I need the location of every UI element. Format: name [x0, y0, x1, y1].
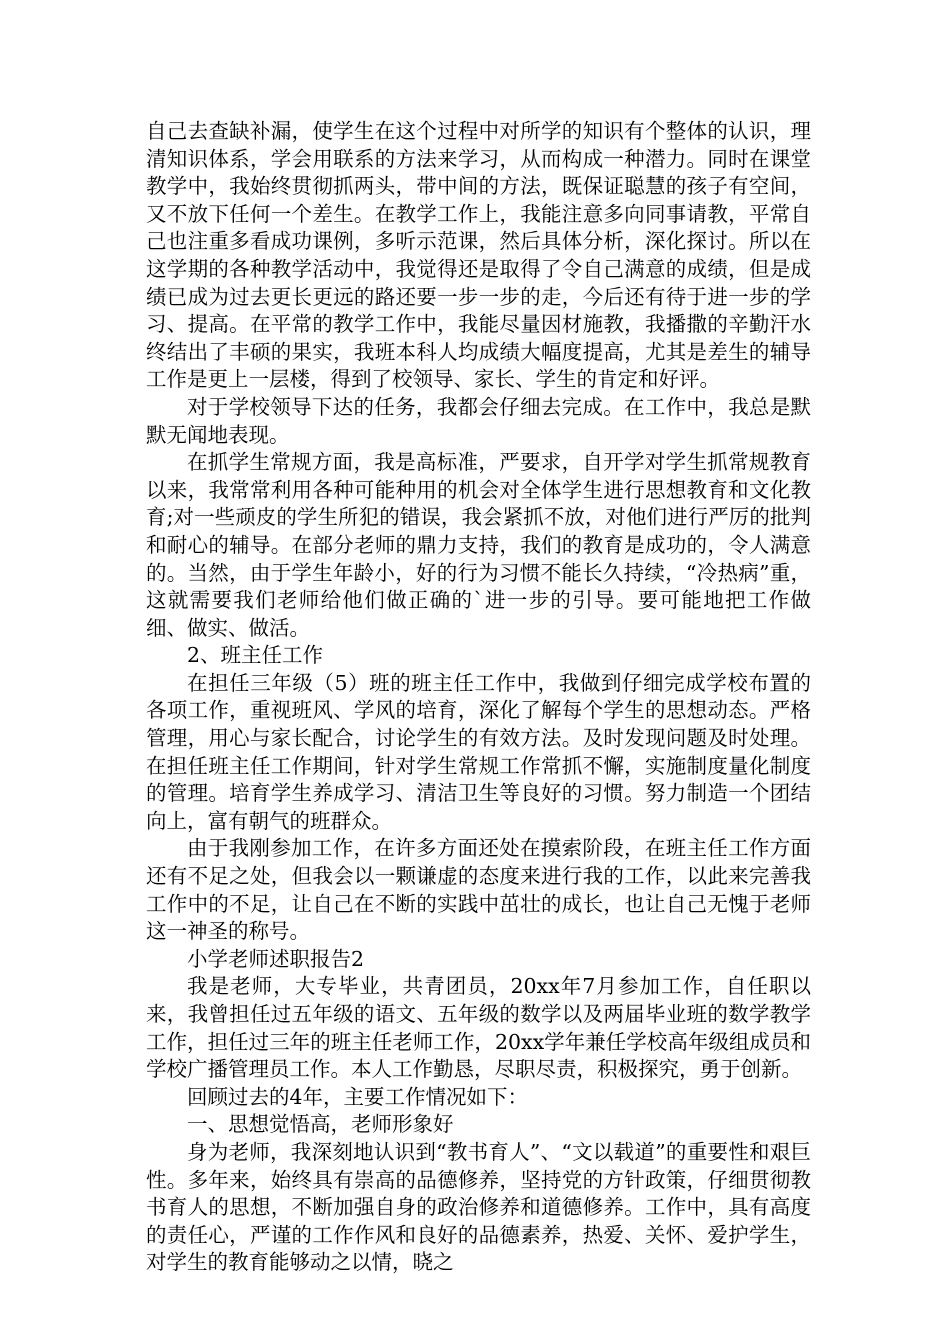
paragraph-9: 回顾过去的4年，主要工作情况如下：	[187, 1084, 529, 1109]
document-body	[146, 118, 811, 1277]
section-heading-ideology: 一、思想觉悟高，老师形象好	[187, 1112, 454, 1137]
paragraph-8: 我是老师，大专毕业，共青团员，20xx年7月参加工作，自任职以来，我曾担任过五年级的语文、五年级的数学以及两届毕业班的数学教学工作，担任过三年的班主任老师工作，20xx学年兼任学校高年级组成员和学校广播管理员工作。本人工作勤恳，尽职尽责，积极探究，勇于创新。	[146, 974, 811, 1082]
paragraph-3: 在抓学生常规方面，我是高标准，严要求，自开学对学生抓常规教育以来，我常常利用各种可能种用的机会对全体学生进行思想教育和文化教育;对一些顽皮的学生所犯的错误，我会紧抓不放，对他们进行严厉的批判和耐心的辅导。在部分老师的鼎力支持，我们的教育是成功的，令人满意的。当然，由于学生年龄小，好的行为习惯不能长久持续，“冷热病”重，这就需要我们老师给他们做正确的`进一步的引导。要可能地把工作做细、做实、做活。	[146, 450, 811, 640]
paragraph-2: 对于学校领导下达的任务，我都会仔细去完成。在工作中，我总是默默无闻地表现。	[146, 394, 811, 447]
paragraph-11: 身为老师，我深刻地认识到“教书育人”、“文以载道”的重要性和艰巨性。多年来，始终具有崇高的品德修养，坚持党的方针政策，仔细贯彻教书育人的思想，不断加强自身的政治修养和道德修养。工作中，具有高度的责任心，严谨的工作作风和良好的品德素养，热爱、关怀、爱护学生，对学生的教育能够动之以情，晓之	[146, 1139, 811, 1275]
report-title-2: 小学老师述职报告2	[187, 946, 365, 971]
paragraph-5: 在担任三年级（5）班的班主任工作中，我做到仔细完成学校布置的各项工作，重视班风、学风的培育，深化了解每个学生的思想动态。严格管理，用心与家长配合，讨论学生的有效方法。及时发现问题及时处理。在担任班主任工作期间，针对学生常规工作常抓不懈，实施制度量化制度的管理。培育学生养成学习、清洁卫生等良好的习惯。努力制造一个团结向上，富有朝气的班群众。	[146, 670, 811, 833]
section-heading-class-teacher: 2、班主任工作	[187, 643, 324, 668]
paragraph-1: 自己去查缺补漏，使学生在这个过程中对所学的知识有个整体的认识，理清知识体系，学会用联系的方法来学习，从而构成一种潜力。同时在课堂教学中，我始终贯彻抓两头，带中间的方法，既保证聪慧的孩子有空间，又不放下任何一个差生。在教学工作上，我能注意多向同事请教，平常自己也注重多看成功课例，多听示范课，然后具体分析，深化探讨。所以在这学期的各种教学活动中，我觉得还是取得了令自己满意的成绩，但是成绩已成为过去更长更远的路还要一步一步的走，今后还有待于进一步的学习、提高。在平常的教学工作中，我能尽量因材施教，我播撒的辛勤汗水终结出了丰硕的果实，我班本科人均成绩大幅度提高，尤其是差生的辅导工作是更上一层楼，得到了校领导、家长、学生的肯定和好评。	[146, 119, 811, 392]
paragraph-6: 由于我刚参加工作，在许多方面还处在摸索阶段，在班主任工作方面还有不足之处，但我会以一颗谦虚的态度来进行我的工作，以此来完善我工作中的不足，让自己在不断的实践中茁壮的成长，也让自己无愧于老师这一神圣的称号。	[146, 836, 811, 944]
